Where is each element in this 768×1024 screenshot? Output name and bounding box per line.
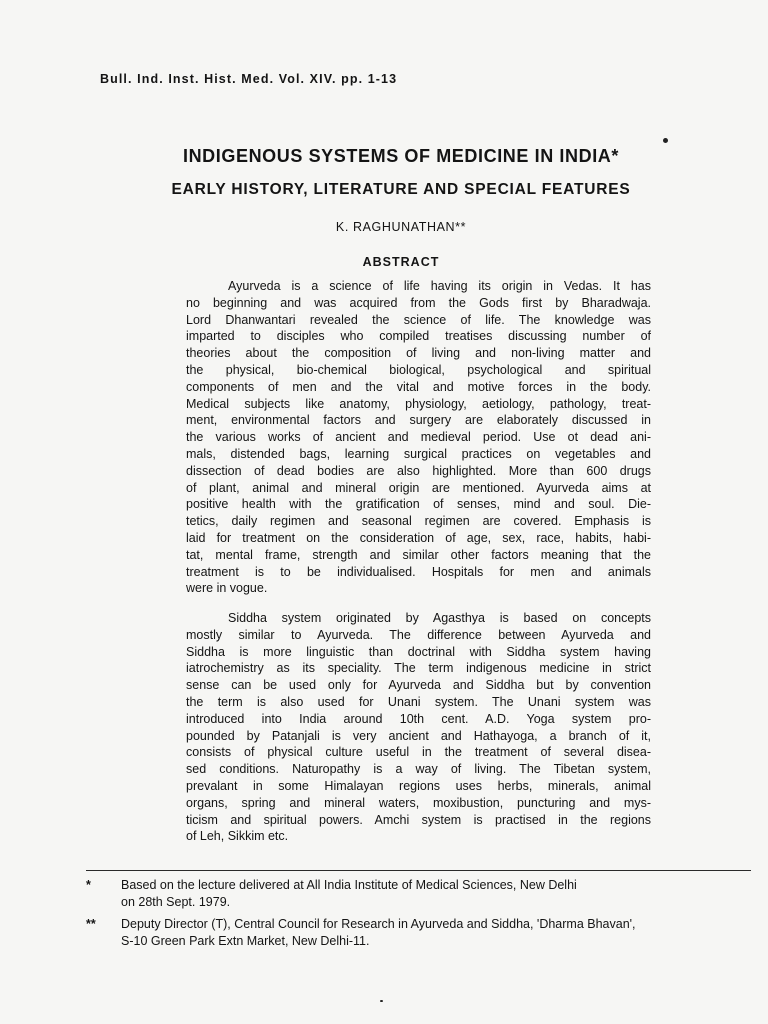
journal-reference: Bull. Ind. Inst. Hist. Med. Vol. XIV. pp. 1-13 (100, 72, 398, 86)
paragraph-line: mostly similar to Ayurveda. The difference between Ayurveda and (186, 627, 651, 642)
author-name: K. RAGHUNATHAN** (335, 220, 467, 234)
paragraph-line: prevalant in some Himalayan regions uses herbs, minerals, animal (186, 778, 651, 793)
paragraph-line: dissection of dead bodies are also highlighted. More than 600 drugs (186, 463, 651, 478)
paragraph-line: ticism and spiritual powers. Amchi system is practised in the regions (186, 812, 651, 827)
paragraph-line: pounded by Patanjali is very ancient and Hathayoga, a branch of it, (186, 728, 651, 743)
paragraph-line: Medical subjects like anatomy, physiology, aetiology, pathology, treat- (186, 396, 651, 411)
paragraph-line: Siddha is more linguistic than doctrinal with Siddha system having (186, 644, 651, 659)
footnote-mark: ** (86, 917, 96, 931)
footnote-line: on 28th Sept. 1979. (121, 894, 231, 909)
paragraph-line: of plant, animal and mineral origin are mentioned. Ayurveda aims at (186, 480, 651, 495)
paragraph-line: were in vogue. (186, 581, 268, 596)
paragraph-line: Ayurveda is a science of life having its origin in Vedas. It has (228, 279, 651, 293)
paragraph-line: mals, distended bags, learning surgical practices on vegetables and (186, 446, 651, 461)
paragraph-line: consists of physical culture useful in the treatment of several disea- (186, 745, 651, 760)
paragraph-line: tat, mental frame, strength and similar other factors meaning that the (186, 547, 651, 562)
paper-title: INDIGENOUS SYSTEMS OF MEDICINE IN INDIA* (182, 146, 620, 166)
paragraph-line: Siddha system originated by Agasthya is based on concepts (228, 611, 651, 625)
print-speck (380, 1000, 383, 1002)
paragraph-line: iatrochemistry as its speciality. The term indigenous medicine in strict (186, 661, 651, 676)
footnote-1 (86, 877, 751, 910)
paragraph-line: imparted to disciples who compiled treatises discussing number of (186, 329, 651, 344)
footnote-mark: * (86, 878, 91, 892)
footnote-line: S-10 Green Park Extn Market, New Delhi-11. (121, 933, 370, 948)
paragraph-line: organs, spring and mineral waters, moxibustion, puncturing and mys- (186, 795, 651, 810)
paragraph-line: of Leh, Sikkim etc. (186, 829, 289, 844)
abstract-paragraph-2 (186, 610, 651, 845)
print-speck (663, 138, 668, 143)
paragraph-line: components of men and the vital and motive forces in the body. (186, 379, 651, 394)
paragraph-line: positive health with the gratification of senses, mind and soul. Die- (186, 497, 651, 512)
footnote-line: Deputy Director (T), Central Council for Research in Ayurveda and Siddha, 'Dharma Bhavan', (121, 917, 636, 931)
paragraph-line: sed conditions. Naturopathy is a way of living. The Tibetan system, (186, 762, 651, 777)
paragraph-line: the term is also used for Unani system. The Unani system was (186, 694, 651, 709)
abstract-paragraph-1 (186, 278, 651, 597)
paragraph-line: laid for treatment on the consideration of age, sex, race, habits, habi- (186, 530, 651, 545)
paper-subtitle: EARLY HISTORY, LITERATURE AND SPECIAL FEATURES (171, 181, 631, 198)
paragraph-line: sense can be used only for Ayurveda and Siddha but by convention (186, 678, 651, 693)
paragraph-line: introduced into India around 10th cent. A.D. Yoga system pro- (186, 711, 651, 726)
footnote-divider (86, 870, 751, 871)
paragraph-line: the various works of ancient and medieval period. Use ot dead ani- (186, 430, 651, 445)
paragraph-line: theories about the composition of living and non-living matter and (186, 346, 651, 361)
paragraph-line: ment, environmental factors and surgery are elaborately discussed in (186, 413, 651, 428)
footnote-line: Based on the lecture delivered at All India Institute of Medical Sciences, New Delhi (121, 878, 577, 892)
paragraph-line: no beginning and was acquired from the Gods first by Bharadwaja. (186, 295, 651, 310)
footnote-2 (86, 916, 751, 949)
abstract-heading: ABSTRACT (362, 255, 440, 269)
paragraph-line: tetics, daily regimen and seasonal regimen are covered. Emphasis is (186, 514, 651, 529)
paragraph-line: treatment is to be individualised. Hospitals for men and animals (186, 564, 651, 579)
paragraph-line: the physical, bio-chemical biological, psychological and spiritual (186, 362, 651, 377)
paragraph-line: Lord Dhanwantari revealed the science of life. The knowledge was (186, 312, 651, 327)
